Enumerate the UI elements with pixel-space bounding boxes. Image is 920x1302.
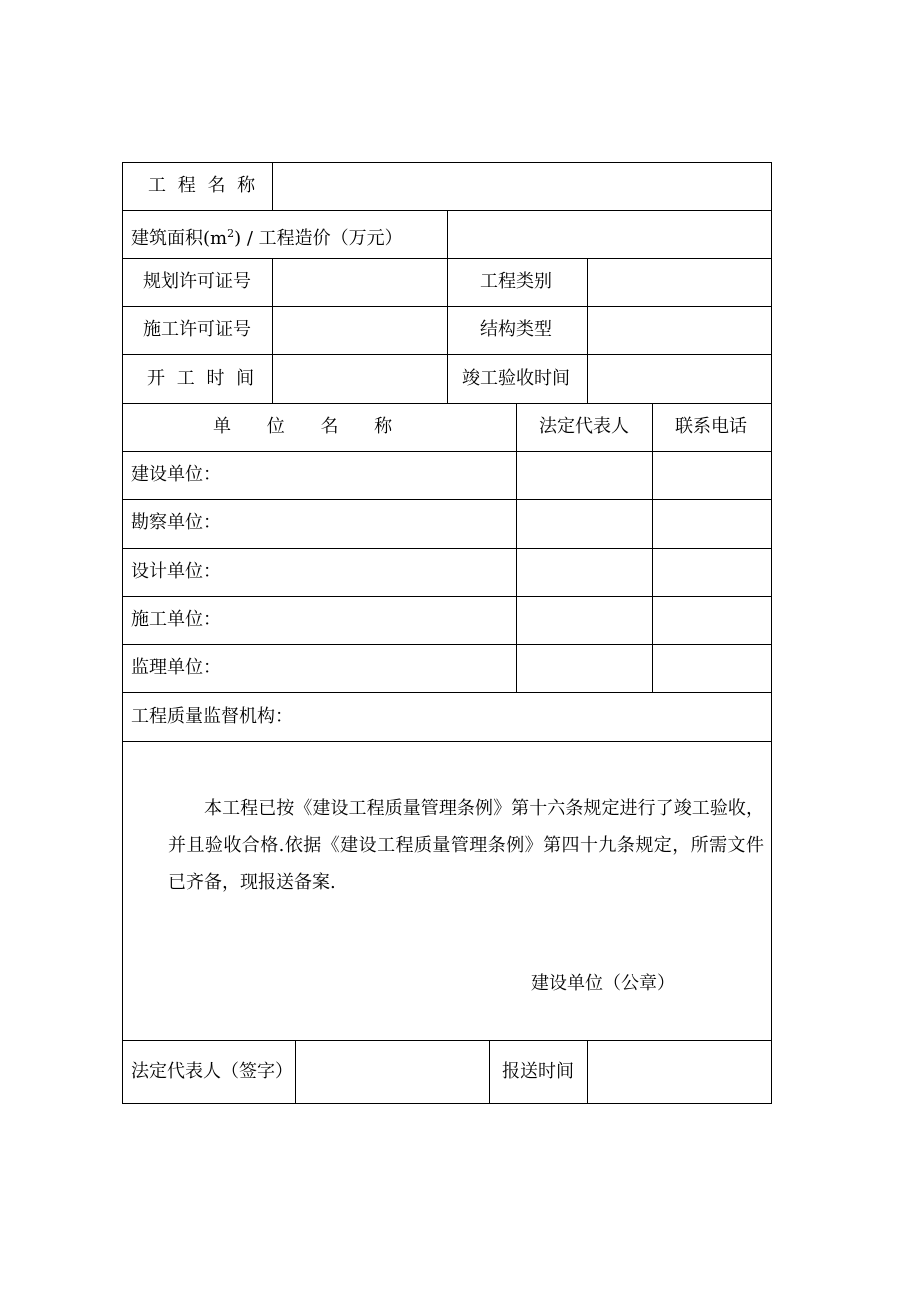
survey-unit-label: 勘察单位： (131, 512, 221, 533)
design-unit-legal-rep-field[interactable] (517, 549, 652, 596)
legal-rep-signature-label: 法定代表人（签字） (131, 1061, 293, 1082)
start-time-label: 开 工 时 间 (147, 368, 258, 389)
structure-type-label: 结构类型 (480, 319, 552, 340)
design-unit-phone-field[interactable] (653, 549, 771, 596)
quality-supervision-agency-label: 工程质量监督机构： (131, 706, 293, 727)
survey-unit-legal-rep-field[interactable] (517, 500, 652, 548)
builder-unit-legal-rep-field[interactable] (517, 597, 652, 644)
project-category-field[interactable] (588, 259, 771, 306)
unit-name-header: 单 位 名 称 (213, 416, 408, 437)
construction-unit-label: 建设单位： (131, 464, 221, 485)
construction-unit-legal-rep-field[interactable] (517, 452, 652, 499)
start-time-field[interactable] (273, 355, 447, 403)
supervisor-unit-phone-field[interactable] (653, 645, 771, 692)
project-name-field[interactable] (273, 163, 771, 210)
construction-permit-field[interactable] (273, 307, 447, 354)
project-name-label: 工 程 名 称 (148, 175, 259, 196)
area-cost-label: 建筑面积$(m^2)$ / 工程造价（万元） (131, 227, 403, 249)
col-divider (489, 1040, 490, 1104)
company-seal-label: 建设单位（公章） (531, 973, 675, 994)
structure-type-field[interactable] (588, 307, 771, 354)
planning-permit-field[interactable] (273, 259, 447, 306)
completion-time-label: 竣工验收时间 (462, 368, 570, 389)
supervisor-unit-label: 监理单位： (131, 657, 221, 678)
planning-permit-label: 规划许可证号 (143, 271, 251, 292)
submit-time-field[interactable] (588, 1041, 771, 1103)
col-divider (447, 258, 448, 403)
legal-rep-signature-field[interactable] (296, 1041, 489, 1103)
builder-unit-phone-field[interactable] (653, 597, 771, 644)
phone-header: 联系电话 (675, 416, 747, 437)
project-category-label: 工程类别 (480, 271, 552, 292)
row-divider (122, 692, 772, 693)
construction-unit-phone-field[interactable] (653, 452, 771, 499)
completion-time-field[interactable] (588, 355, 771, 403)
supervisor-unit-legal-rep-field[interactable] (517, 645, 652, 692)
legal-rep-header: 法定代表人 (539, 416, 629, 437)
construction-permit-label: 施工许可证号 (143, 319, 251, 340)
submit-time-label: 报送时间 (502, 1061, 574, 1082)
survey-unit-phone-field[interactable] (653, 500, 771, 548)
builder-unit-label: 施工单位： (131, 609, 221, 630)
area-cost-field[interactable] (448, 211, 771, 258)
row-divider (122, 403, 772, 404)
design-unit-label: 设计单位： (131, 561, 221, 582)
row-divider (122, 741, 772, 742)
filing-statement: 本工程已按《建设工程质量管理条例》第十六条规定进行了竣工验收，并且验收合格.依据《建设工程质量管理条例》第四十九条规定，所需文件已齐备，现报送备案. (168, 798, 764, 893)
